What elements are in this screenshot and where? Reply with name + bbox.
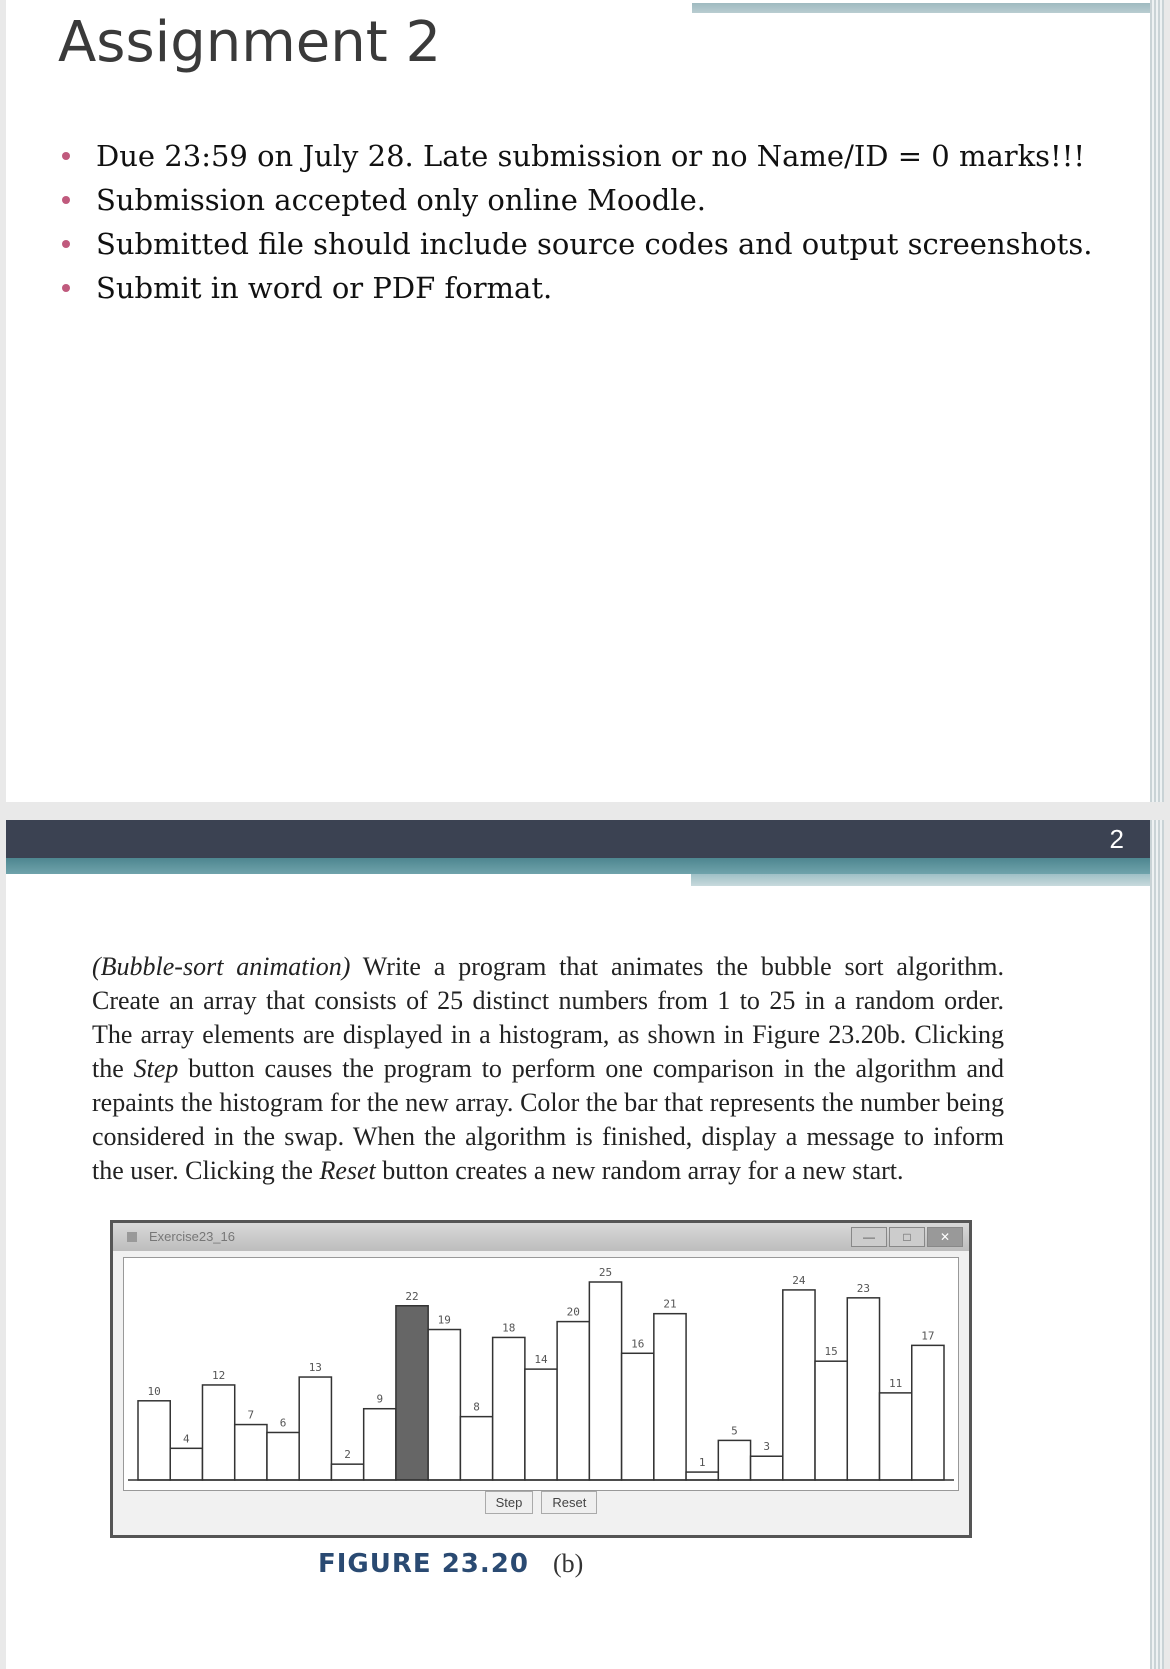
bar-value-label: 2 bbox=[344, 1448, 351, 1462]
paragraph-text: Write a program that animates the bubble sort algorithm. Create an array that consists of 25 distinct numbers from 1 to 25 in a random order. The array elements are displayed in a histogram, as shown in Figure 23.20b. Clicking the bbox=[92, 952, 1005, 1083]
exercise-paragraph bbox=[92, 950, 1004, 1188]
bullet-text: Due 23:59 on July 28. Late submission or no Name/ID = 0 marks!!! bbox=[96, 139, 1086, 173]
bar-value-label: 23 bbox=[856, 1281, 871, 1295]
teal-band bbox=[6, 858, 1164, 874]
histogram-bar bbox=[847, 1298, 879, 1480]
bar-value-label: 17 bbox=[921, 1329, 935, 1343]
bar-value-label: 9 bbox=[376, 1392, 384, 1406]
histogram-bar bbox=[331, 1464, 363, 1480]
top-decor-stripe bbox=[692, 3, 1152, 13]
histogram-bar bbox=[880, 1393, 912, 1480]
histogram-bar bbox=[525, 1369, 557, 1480]
right-decor-border bbox=[1150, 0, 1164, 802]
bar-value-label: 15 bbox=[824, 1345, 838, 1359]
histogram-bar bbox=[364, 1409, 396, 1480]
bar-value-label: 4 bbox=[183, 1432, 190, 1446]
app-icon bbox=[127, 1232, 137, 1242]
slide-1 bbox=[6, 0, 1164, 802]
slide-number: 2 bbox=[1109, 824, 1124, 854]
bar-value-label: 6 bbox=[279, 1416, 287, 1430]
reset-button[interactable]: Reset bbox=[541, 1491, 597, 1514]
bar-value-label: 10 bbox=[147, 1384, 161, 1398]
histogram-bar bbox=[589, 1282, 621, 1480]
bar-value-label: 7 bbox=[247, 1408, 255, 1422]
right-decor-border bbox=[1150, 820, 1164, 1669]
bar-value-label: 16 bbox=[631, 1337, 645, 1351]
bullet-item bbox=[62, 178, 1092, 222]
bar-value-label: 22 bbox=[405, 1289, 419, 1303]
step-term: Step bbox=[133, 1054, 179, 1083]
histogram-bar bbox=[686, 1472, 718, 1480]
step-button[interactable]: Step bbox=[485, 1491, 534, 1514]
maximize-icon[interactable]: □ bbox=[889, 1227, 925, 1247]
histogram-bar bbox=[267, 1432, 299, 1480]
bar-value-label: 18 bbox=[502, 1321, 516, 1335]
bar-value-label: 25 bbox=[598, 1266, 613, 1279]
reset-term: Reset bbox=[319, 1156, 376, 1185]
histogram-bar bbox=[170, 1448, 202, 1480]
bullet-dot-icon bbox=[62, 196, 70, 204]
figure-caption bbox=[318, 1548, 583, 1579]
bullet-text: Submit in word or PDF format. bbox=[96, 271, 553, 305]
histogram bbox=[124, 1258, 958, 1490]
slide-2 bbox=[6, 820, 1164, 1669]
button-row bbox=[113, 1491, 969, 1514]
minimize-icon[interactable]: — bbox=[851, 1227, 887, 1247]
bar-value-label: 11 bbox=[889, 1376, 903, 1390]
bar-value-label: 20 bbox=[566, 1305, 580, 1319]
bar-value-label: 3 bbox=[763, 1440, 770, 1454]
bar-value-label: 24 bbox=[792, 1273, 806, 1287]
histogram-bar bbox=[396, 1306, 428, 1480]
histogram-bar bbox=[138, 1401, 170, 1480]
bar-value-label: 12 bbox=[211, 1368, 226, 1382]
exercise-heading: (Bubble-sort animation) bbox=[92, 952, 351, 981]
histogram-bar bbox=[557, 1322, 589, 1480]
paragraph-text: button creates a new random array for a new start. bbox=[375, 1156, 904, 1185]
teal-band-light bbox=[691, 874, 1151, 886]
bar-value-label: 13 bbox=[308, 1361, 322, 1375]
bullet-item bbox=[62, 266, 1092, 310]
paragraph-text: button causes the program to perform one comparison in the algorithm and repaints the histogram for the new array. Color the bar that represents the number being considered in the swap. When the algorithm is finished, display a message to inform the user. Clicking the bbox=[92, 1054, 1005, 1185]
bullet-dot-icon bbox=[62, 152, 70, 160]
window-title: Exercise23_16 bbox=[149, 1229, 235, 1244]
bullet-text: Submission accepted only online Moodle. bbox=[96, 183, 706, 217]
histogram-bar bbox=[299, 1377, 331, 1480]
bullet-text: Submitted file should include source codes and output screenshots. bbox=[96, 227, 1093, 261]
figure-sublabel: (b) bbox=[552, 1549, 584, 1578]
bar-value-label: 21 bbox=[663, 1297, 677, 1311]
bar-value-label: 19 bbox=[437, 1313, 451, 1327]
bullet-dot-icon bbox=[62, 284, 70, 292]
histogram-bar bbox=[815, 1361, 847, 1480]
bullet-item bbox=[62, 134, 1092, 178]
bar-value-label: 8 bbox=[473, 1400, 480, 1414]
histogram-bar bbox=[493, 1337, 525, 1480]
bullet-list bbox=[62, 134, 1092, 310]
histogram-bar bbox=[783, 1290, 815, 1480]
histogram-canvas bbox=[123, 1257, 959, 1491]
histogram-bar bbox=[912, 1345, 944, 1480]
app-window-screenshot bbox=[110, 1220, 972, 1538]
bullet-dot-icon bbox=[62, 240, 70, 248]
histogram-bar bbox=[428, 1330, 460, 1480]
window-titlebar bbox=[113, 1223, 969, 1251]
figure-label: FIGURE 23.20 bbox=[318, 1549, 529, 1579]
histogram-bar bbox=[622, 1353, 654, 1480]
histogram-bar bbox=[235, 1425, 267, 1480]
histogram-bar bbox=[751, 1456, 783, 1480]
histogram-bar bbox=[460, 1417, 492, 1480]
bar-value-label: 5 bbox=[731, 1424, 738, 1438]
window-controls bbox=[851, 1227, 963, 1247]
close-icon[interactable]: ✕ bbox=[927, 1227, 963, 1247]
bar-value-label: 14 bbox=[534, 1353, 548, 1367]
bullet-item bbox=[62, 222, 1092, 266]
header-band bbox=[6, 820, 1164, 858]
bar-value-label: 1 bbox=[698, 1456, 706, 1470]
histogram-bar bbox=[654, 1314, 686, 1480]
histogram-bar bbox=[202, 1385, 234, 1480]
histogram-bar bbox=[718, 1440, 750, 1480]
slide-title: Assignment 2 bbox=[58, 10, 442, 75]
